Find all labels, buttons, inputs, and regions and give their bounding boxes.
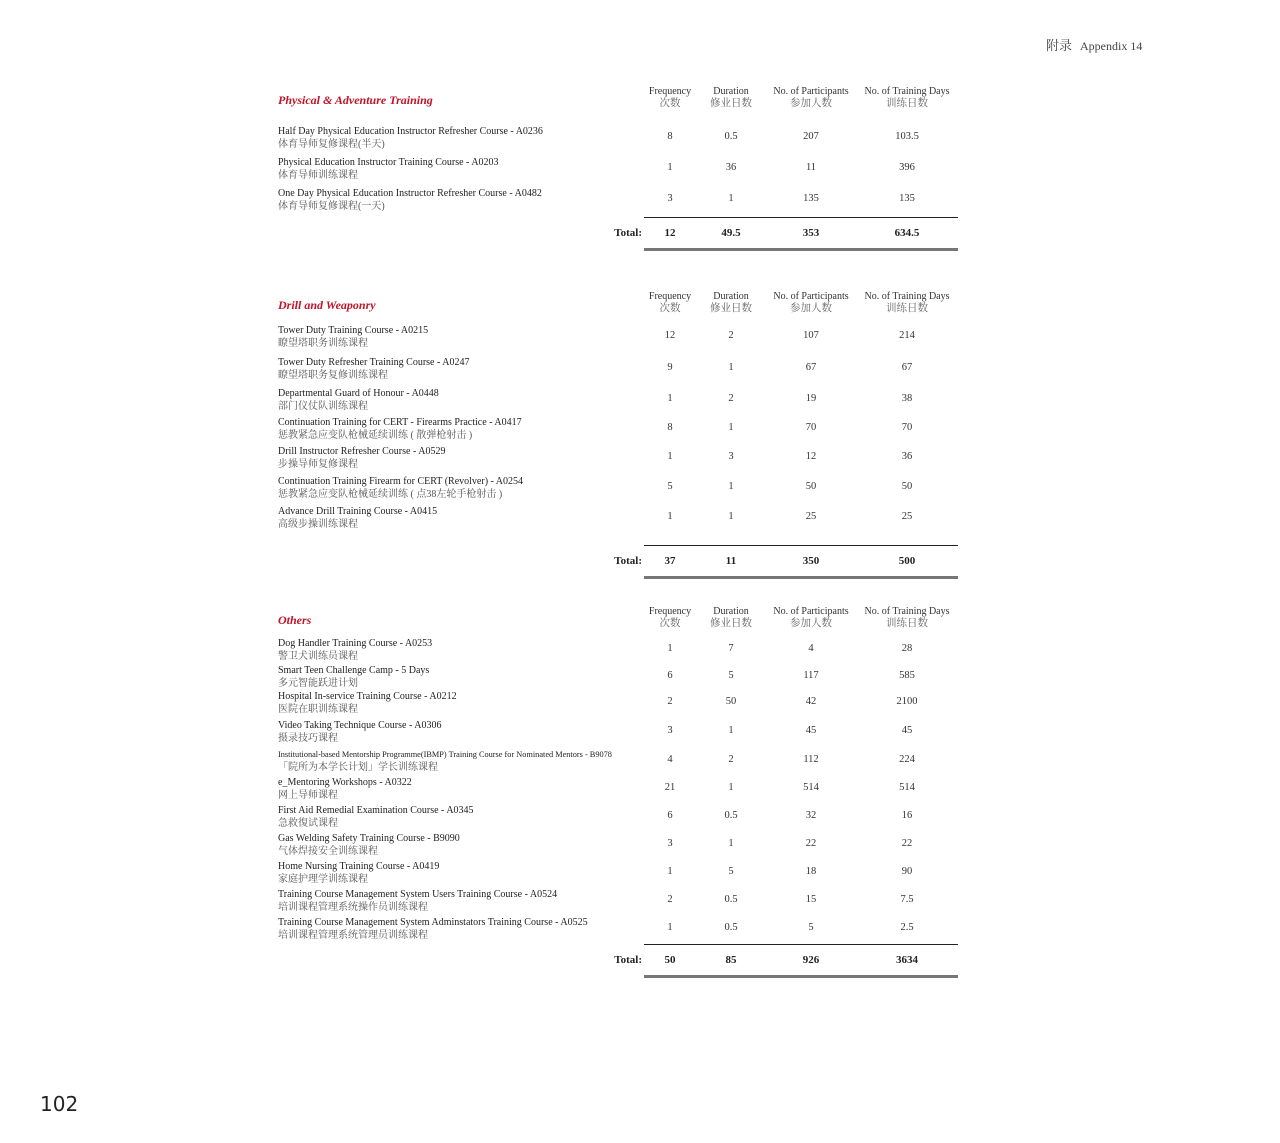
training-days-value: 22: [901, 838, 913, 849]
course-name: [278, 445, 445, 471]
course-name-en: First Aid Remedial Examination Course - A0345: [278, 805, 474, 816]
column-header-en: No. of Training Days: [864, 606, 950, 617]
column-header: [640, 86, 700, 110]
total-rule-top: [644, 545, 958, 546]
section-title: Others: [278, 613, 312, 627]
course-name-en: Departmental Guard of Honour - A0448: [278, 388, 439, 399]
course-name-en: Continuation Training for CERT - Firearms Practice - A0417: [278, 417, 522, 428]
table-row: [278, 804, 968, 832]
frequency-value: 12: [664, 330, 676, 341]
table-row: [278, 637, 968, 665]
course-name: [278, 690, 457, 716]
participants-value: 32: [805, 810, 817, 821]
table-row: [278, 719, 968, 747]
table-row: [278, 187, 968, 215]
course-name: [278, 356, 470, 382]
frequency-value: 2: [667, 894, 673, 905]
total-label: Total:: [614, 555, 642, 567]
column-header-en: Frequency: [648, 86, 692, 97]
column-header-zh: 参加人数: [790, 98, 832, 109]
duration-value: 0.5: [724, 131, 738, 142]
course-name-zh: 部门仪仗队训练课程: [278, 401, 368, 412]
course-name: [278, 664, 429, 690]
participants-value: 19: [805, 393, 817, 404]
course-name-zh: 培训课程管理系统管理员训练课程: [278, 930, 428, 941]
frequency-value: 3: [667, 193, 673, 204]
course-name-en: One Day Physical Education Instructor Refresher Course - A0482: [278, 188, 542, 199]
column-header: [860, 86, 954, 110]
table-row: [278, 664, 968, 692]
frequency-value: 9: [667, 361, 673, 373]
total-label: Total:: [614, 954, 642, 966]
duration-value: 1: [728, 422, 734, 433]
course-name-zh: 惩教紧急应变队枪械延续训练 ( 散弹枪射击 ): [278, 430, 473, 441]
table-row: [278, 748, 968, 776]
course-name: [278, 916, 588, 942]
duration-value: 3: [728, 451, 734, 462]
column-header-en: No. of Training Days: [864, 291, 950, 302]
table-row: [278, 356, 968, 384]
course-name: [278, 505, 437, 531]
total-rule-bottom: [644, 248, 958, 251]
duration-value: 2: [728, 754, 734, 765]
total-rule-bottom: [644, 975, 958, 978]
training-days-value: 585: [899, 669, 915, 681]
frequency-value: 6: [667, 810, 673, 821]
course-name-zh: 体育导师复修课程(半天): [278, 139, 385, 150]
column-header-zh: 训练日数: [886, 98, 928, 109]
training-days-value: 28: [901, 643, 913, 654]
training-days-value: 67: [901, 361, 913, 373]
column-header-en: No. of Training Days: [864, 86, 950, 97]
column-header: [860, 291, 954, 315]
duration-value: 1: [728, 193, 734, 204]
column-header-zh: 修业日数: [710, 98, 752, 109]
total-training-days: 500: [898, 555, 916, 567]
column-header-zh: 训练日数: [886, 303, 928, 314]
course-name-en: Physical Education Instructor Training Course - A0203: [278, 157, 499, 168]
training-days-value: 38: [901, 393, 913, 404]
course-name-en: Home Nursing Training Course - A0419: [278, 861, 440, 872]
duration-value: 1: [728, 725, 734, 736]
table-row: [278, 505, 968, 533]
training-days-value: 214: [899, 330, 915, 341]
training-days-value: 2.5: [900, 922, 914, 933]
column-header-zh: 参加人数: [790, 618, 832, 629]
frequency-value: 1: [667, 393, 673, 404]
section-title: Physical & Adventure Training: [278, 93, 433, 107]
total-rule-top: [644, 944, 958, 945]
column-header-en: Duration: [713, 606, 749, 617]
course-name-en: Half Day Physical Education Instructor Refresher Course - A0236: [278, 126, 543, 137]
participants-value: 112: [803, 754, 819, 765]
course-name-en: Training Course Management System Adminstators Training Course - A0525: [278, 917, 588, 928]
course-name: [278, 324, 428, 350]
course-name-en: e_Mentoring Workshops - A0322: [278, 777, 412, 788]
course-name-zh: 高级步操训练课程: [278, 519, 358, 530]
duration-value: 2: [728, 393, 734, 404]
frequency-value: 21: [664, 782, 676, 793]
total-participants: 350: [802, 555, 820, 567]
table-row: [278, 125, 968, 153]
course-name: [278, 832, 460, 858]
table-row: [278, 690, 968, 718]
column-header-zh: 训练日数: [886, 618, 928, 629]
participants-value: 5: [808, 922, 814, 933]
total-duration: 85: [725, 954, 737, 966]
course-name-en: Institutional-based Mentorship Programme(IBMP) Training Course for Nominated Mentors - B9078: [278, 750, 612, 759]
section-title: Drill and Weaponry: [278, 298, 376, 312]
course-name: [278, 776, 412, 802]
participants-value: 67: [805, 361, 817, 373]
column-header: [762, 291, 860, 315]
course-name-zh: 体育导师训练课程: [278, 170, 358, 181]
course-name-zh: 惩教紧急应变队枪械延续训练 ( 点38左轮手枪射击 ): [278, 489, 503, 500]
course-name-en: Training Course Management System Users Training Course - A0524: [278, 889, 558, 900]
participants-value: 135: [803, 193, 819, 204]
column-header-en: No. of Participants: [773, 606, 849, 617]
duration-value: 5: [728, 669, 734, 681]
column-header-en: Frequency: [648, 291, 692, 302]
column-header: [762, 86, 860, 110]
participants-value: 70: [805, 422, 817, 433]
course-name: [278, 637, 432, 663]
training-days-value: 50: [901, 481, 913, 492]
duration-value: 0.5: [724, 810, 738, 821]
page-header: [1046, 35, 1142, 54]
participants-value: 514: [803, 782, 819, 793]
column-header: [762, 606, 860, 630]
total-participants: 353: [802, 227, 820, 239]
training-days-value: 45: [901, 725, 913, 736]
table-row: [278, 475, 968, 503]
column-header-en: No. of Participants: [773, 86, 849, 97]
course-name-en: Hospital In-service Training Course - A0212: [278, 691, 457, 702]
course-name: [278, 387, 439, 413]
participants-value: 50: [805, 481, 817, 492]
course-name: [278, 416, 522, 442]
course-name-en: Continuation Training Firearm for CERT (Revolver) - A0254: [278, 476, 524, 487]
course-name-en: Video Taking Technique Course - A0306: [278, 720, 442, 731]
total-row: [278, 555, 968, 571]
column-header-en: Duration: [713, 291, 749, 302]
table-row: [278, 324, 968, 352]
course-name-en: Advance Drill Training Course - A0415: [278, 506, 438, 517]
course-name-zh: 网上导师课程: [278, 790, 338, 801]
participants-value: 117: [803, 669, 819, 681]
total-training-days: 634.5: [894, 227, 920, 239]
course-name-zh: 警卫犬训练员课程: [278, 651, 358, 662]
frequency-value: 3: [667, 838, 673, 849]
course-name-zh: 步操导师复修课程: [278, 459, 358, 470]
table-row: [278, 832, 968, 860]
frequency-value: 1: [667, 162, 673, 173]
training-days-value: 514: [899, 782, 915, 793]
table-row: [278, 416, 968, 444]
column-header: [640, 291, 700, 315]
duration-value: 2: [728, 330, 734, 341]
training-days-value: 396: [899, 162, 915, 173]
course-name-en: Smart Teen Challenge Camp - 5 Days: [278, 664, 430, 676]
frequency-value: 2: [667, 696, 673, 707]
participants-value: 4: [808, 643, 814, 654]
duration-value: 1: [728, 838, 734, 849]
page-number: 102: [40, 1092, 79, 1116]
frequency-value: 5: [667, 481, 673, 492]
frequency-value: 1: [667, 866, 673, 877]
frequency-value: 4: [667, 754, 673, 765]
frequency-value: 1: [667, 451, 673, 462]
training-days-value: 2100: [896, 696, 918, 707]
column-header: [700, 606, 762, 630]
column-header-zh: 修业日数: [710, 303, 752, 314]
column-header-zh: 参加人数: [790, 303, 832, 314]
column-header-en: Duration: [713, 86, 749, 97]
frequency-value: 3: [667, 725, 673, 736]
participants-value: 18: [805, 866, 817, 877]
participants-value: 45: [805, 725, 817, 736]
course-name-zh: 「院所为本学长计划」学长训练课程: [278, 762, 438, 773]
course-name: [278, 888, 557, 914]
column-header: [700, 86, 762, 110]
course-name-zh: 培训课程管理系统操作员训练课程: [278, 902, 428, 913]
participants-value: 22: [805, 838, 817, 849]
header-en: Appendix 14: [1080, 39, 1143, 53]
participants-value: 11: [805, 162, 817, 173]
column-header: [860, 606, 954, 630]
total-row: [278, 227, 968, 243]
header-zh: 附录: [1046, 38, 1073, 53]
duration-value: 1: [728, 782, 734, 793]
training-days-value: 224: [899, 754, 915, 765]
participants-value: 207: [803, 131, 819, 142]
participants-value: 25: [805, 511, 817, 522]
column-header-zh: 次数: [659, 98, 681, 109]
duration-value: 1: [728, 361, 734, 373]
course-name-zh: 急救復试课程: [278, 818, 338, 829]
table-row: [278, 888, 968, 916]
column-header: [700, 291, 762, 315]
total-rule-bottom: [644, 576, 958, 579]
course-name: [278, 748, 612, 774]
training-days-value: 103.5: [895, 131, 919, 142]
course-name-zh: 家庭护理学训练课程: [278, 874, 368, 885]
table-row: [278, 445, 968, 473]
duration-value: 5: [728, 866, 734, 877]
course-name-zh: 瞭望塔职务训练课程: [278, 338, 368, 349]
total-rule-top: [644, 217, 958, 218]
frequency-value: 6: [667, 669, 673, 681]
course-name: [278, 187, 542, 213]
column-header-en: Frequency: [648, 606, 692, 617]
column-header-en: No. of Participants: [773, 291, 849, 302]
course-name: [278, 719, 441, 745]
total-frequency: 37: [664, 555, 676, 567]
training-days-value: 16: [901, 810, 913, 821]
training-days-value: 25: [901, 511, 913, 522]
total-duration: 49.5: [721, 227, 741, 239]
training-days-value: 135: [899, 193, 915, 204]
course-name-zh: 摄录技巧课程: [278, 733, 338, 744]
participants-value: 12: [805, 451, 817, 462]
course-name-en: Dog Handler Training Course - A0253: [278, 638, 433, 649]
table-row: [278, 776, 968, 804]
duration-value: 1: [728, 481, 734, 492]
total-frequency: 12: [664, 227, 676, 239]
frequency-value: 1: [667, 922, 673, 933]
course-name-zh: 瞭望塔职务复修训练课程: [278, 369, 388, 381]
table-row: [278, 156, 968, 184]
frequency-value: 1: [667, 511, 673, 522]
course-name: [278, 475, 523, 501]
course-name-en: Tower Duty Training Course - A0215: [278, 325, 429, 336]
training-days-value: 7.5: [900, 894, 914, 905]
course-name: [278, 804, 474, 830]
column-header-zh: 修业日数: [710, 618, 752, 629]
column-header: [640, 606, 700, 630]
table-row: [278, 860, 968, 888]
total-row: [278, 954, 968, 970]
column-header-zh: 次数: [659, 618, 681, 629]
total-frequency: 50: [664, 954, 676, 966]
table-row: [278, 916, 968, 944]
course-name-zh: 医院在职训练课程: [278, 704, 358, 715]
duration-value: 7: [728, 643, 734, 654]
course-name: [278, 125, 543, 151]
duration-value: 0.5: [724, 922, 738, 933]
course-name: [278, 156, 499, 182]
course-name-zh: 气体焊接安全训练课程: [278, 846, 378, 857]
column-header-zh: 次数: [659, 303, 681, 314]
total-training-days: 3634: [896, 954, 918, 966]
frequency-value: 1: [667, 643, 673, 654]
duration-value: 50: [725, 696, 737, 707]
total-duration: 11: [725, 555, 737, 567]
frequency-value: 8: [667, 131, 673, 142]
course-name-en: Gas Welding Safety Training Course - B9090: [278, 833, 460, 844]
total-participants: 926: [802, 954, 820, 966]
training-days-value: 90: [901, 866, 913, 877]
participants-value: 15: [805, 894, 817, 905]
frequency-value: 8: [667, 422, 673, 433]
course-name: [278, 860, 439, 886]
participants-value: 107: [803, 330, 819, 341]
course-name-zh: 体育导师复修课程(一天): [278, 201, 385, 212]
course-name-zh: 多元智能跃进计划: [278, 677, 358, 689]
total-label: Total:: [614, 227, 642, 239]
duration-value: 36: [725, 162, 737, 173]
participants-value: 42: [805, 696, 817, 707]
training-days-value: 36: [901, 451, 913, 462]
training-days-value: 70: [901, 422, 913, 433]
course-name-en: Tower Duty Refresher Training Course - A0247: [278, 356, 470, 368]
duration-value: 1: [728, 511, 734, 522]
table-row: [278, 387, 968, 415]
duration-value: 0.5: [724, 894, 738, 905]
course-name-en: Drill Instructor Refresher Course - A0529: [278, 446, 446, 457]
